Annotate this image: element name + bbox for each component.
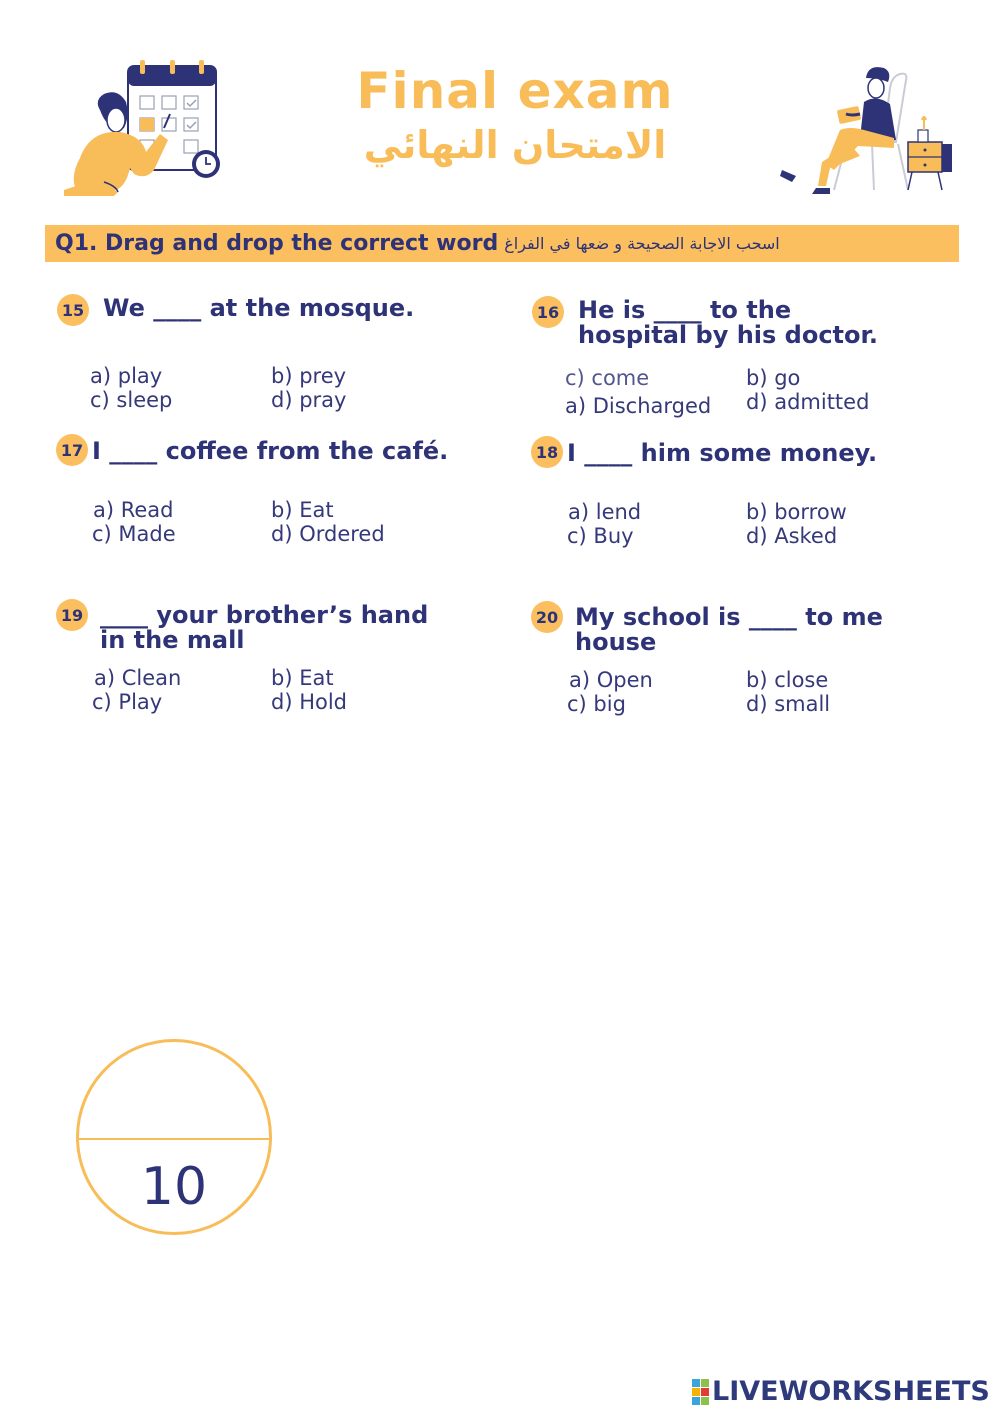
answer-option[interactable]: a) Read [93,498,174,522]
man-reading-chair-illustration [780,62,955,200]
question-text: ____ your brother’s hand in the mall [100,601,429,654]
answer-option[interactable]: b) go [746,366,801,390]
answer-option[interactable]: d) Asked [746,524,838,548]
answer-option[interactable]: a) Clean [94,666,182,690]
question-number-badge: 20 [531,601,563,633]
liveworksheets-logo [692,1376,990,1407]
question-number-badge: 16 [532,296,564,328]
answer-option[interactable]: c) Made [92,522,176,546]
answer-option[interactable]: a) Discharged [565,394,712,418]
answer-option[interactable]: c) sleep [90,388,173,412]
instruction-text: Q1. Drag and drop the correct word [55,231,499,256]
answer-option[interactable]: c) big [567,692,626,716]
question-text: We ____ at the mosque. [103,294,415,322]
answer-option[interactable]: c) come [565,366,650,390]
score-circle [76,1039,272,1235]
answer-option[interactable]: d) admitted [746,390,870,414]
question-text: My school is ____ to me house [575,603,883,656]
answer-option[interactable]: c) Buy [567,524,634,548]
question-number-badge: 18 [531,436,563,468]
answer-option[interactable]: b) borrow [746,500,847,524]
page-title-arabic: الامتحان النهائي [363,123,667,167]
liveworksheets-icon [692,1379,709,1405]
question-number-badge: 15 [57,294,89,326]
question-number-badge: 17 [56,434,88,466]
answer-option[interactable]: d) pray [271,388,347,412]
score-divider [79,1138,269,1140]
brand-name: LIVEWORKSHEETS [712,1376,990,1407]
question-text: I ____ coffee from the café. [92,437,449,465]
answer-option[interactable]: b) close [746,668,829,692]
answer-option[interactable]: b) prey [271,364,347,388]
answer-option[interactable]: d) small [746,692,831,716]
score-total: 10 [140,1157,208,1217]
answer-option[interactable]: d) Ordered [271,522,385,546]
answer-option[interactable]: a) lend [568,500,642,524]
question-text: He is ____ to the hospital by his doctor. [578,296,879,349]
answer-option[interactable]: a) play [90,364,163,388]
page-title: Final exam [356,62,674,120]
instruction-text-arabic: اسحب الاجابة الصحيحة و ضعها في الفراغ [504,234,780,253]
question-text: I ____ him some money. [567,439,878,467]
answer-option[interactable]: b) Eat [271,666,334,690]
woman-calendar-illustration [60,58,230,198]
instruction-bar [45,225,959,262]
answer-option[interactable]: d) Hold [271,690,348,714]
answer-option[interactable]: a) Open [569,668,653,692]
answer-option[interactable]: b) Eat [271,498,334,522]
answer-option[interactable]: c) Play [92,690,163,714]
question-number-badge: 19 [56,599,88,631]
